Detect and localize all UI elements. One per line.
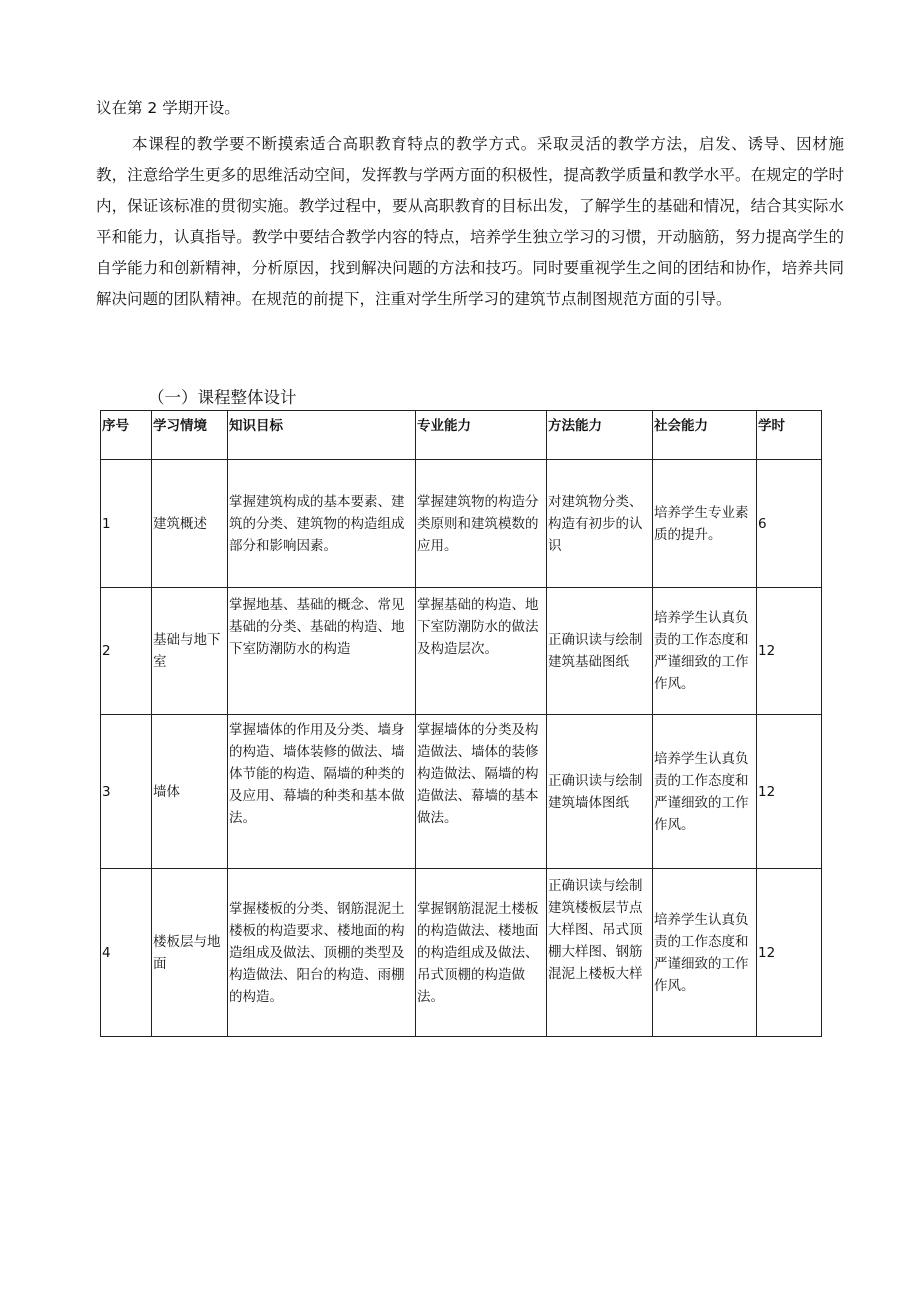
cell-method: 正确识读与绘制建筑楼板层节点大样图、吊式顶棚大样图、钢筋混泥上楼板大样: [547, 869, 653, 1037]
cell-professional: 掌握建筑物的构造分类原则和建筑模数的应用。: [416, 460, 547, 588]
cell-hours: 12: [757, 715, 822, 869]
cell-knowledge: 掌握墙体的作用及分类、墙身的构造、墙体装修的做法、墙体节能的构造、隔墙的种类的及应用、幕墙的种类和基本做法。: [228, 715, 416, 869]
table-row: [101, 460, 822, 588]
cell-no: 1: [101, 460, 152, 588]
table-row: [101, 715, 822, 869]
teaching-method-paragraph: 本课程的教学要不断摸索适合高职教育特点的教学方式。采取灵活的教学方法，启发、诱导、因材施教，注意给学生更多的思维活动空间，发挥教与学两方面的积极性，提高教学质量和教学水平。在规定的学时内，保证该标准的贯彻实施。教学过程中，要从高职教育的目标出发，了解学生的基础和情况，结合其实际水平和能力，认真指导。教学中要结合教学内容的特点，培养学生独立学习的习惯，开动脑筋，努力提高学生的自学能力和创新精神，分析原因，找到解决问题的方法和技巧。同时要重视学生之间的团结和协作，培养共同解决问题的团队精神。在规范的前提下，注重对学生所学习的建筑节点制图规范方面的引导。: [96, 135, 844, 308]
cell-knowledge: 掌握楼板的分类、钢筋混泥土楼板的构造要求、楼地面的构造组成及做法、顶棚的类型及构造做法、阳台的构造、雨棚的构造。: [228, 869, 416, 1037]
course-design-table: [100, 410, 822, 1037]
cell-professional: 掌握墙体的分类及构造做法、墙体的装修构造做法、隔墙的构造做法、幕墙的基本做法。: [416, 715, 547, 869]
cell-context: 墙体: [152, 715, 228, 869]
cell-knowledge: 掌握建筑构成的基本要素、建筑的分类、建筑物的构造组成部分和影响因素。: [228, 460, 416, 588]
cell-no: 2: [101, 588, 152, 715]
cell-professional: 掌握基础的构造、地下室防潮防水的做法及构造层次。: [416, 588, 547, 715]
cell-hours: 6: [757, 460, 822, 588]
cell-method: 对建筑物分类、构造有初步的认识: [547, 460, 653, 588]
header-context: 学习情境: [152, 411, 228, 460]
header-knowledge: 知识目标: [228, 411, 416, 460]
cell-hours: 12: [757, 869, 822, 1037]
cell-knowledge: 掌握地基、基础的概念、常见基础的分类、基础的构造、地下室防潮防水的构造: [228, 588, 416, 715]
cell-hours: 12: [757, 588, 822, 715]
section-title: （一）课程整体设计: [148, 388, 297, 407]
cell-professional: 掌握钢筋混泥土楼板的构造做法、楼地面的构造组成及做法、吊式顶棚的构造做法。: [416, 869, 547, 1037]
table-header-row: [101, 411, 822, 460]
cell-social: 培养学生认真负责的工作态度和严谨细致的工作作风。: [653, 715, 757, 869]
cell-context: 基础与地下室: [152, 588, 228, 715]
cell-context: 楼板层与地面: [152, 869, 228, 1037]
intro-line: 议在第 2 学期开设。: [96, 99, 240, 117]
header-method: 方法能力: [547, 411, 653, 460]
cell-method: 正确识读与绘制建筑墙体图纸: [547, 715, 653, 869]
table-row: [101, 588, 822, 715]
table-row: [101, 869, 822, 1037]
cell-social: 培养学生认真负责的工作态度和严谨细致的工作作风。: [653, 869, 757, 1037]
cell-context: 建筑概述: [152, 460, 228, 588]
cell-no: 3: [101, 715, 152, 869]
cell-social: 培养学生专业素质的提升。: [653, 460, 757, 588]
cell-no: 4: [101, 869, 152, 1037]
cell-social: 培养学生认真负责的工作态度和严谨细致的工作作风。: [653, 588, 757, 715]
header-professional: 专业能力: [416, 411, 547, 460]
header-no: 序号: [101, 411, 152, 460]
header-social: 社会能力: [653, 411, 757, 460]
cell-method: 正确识读与绘制建筑基础图纸: [547, 588, 653, 715]
header-hours: 学时: [757, 411, 822, 460]
